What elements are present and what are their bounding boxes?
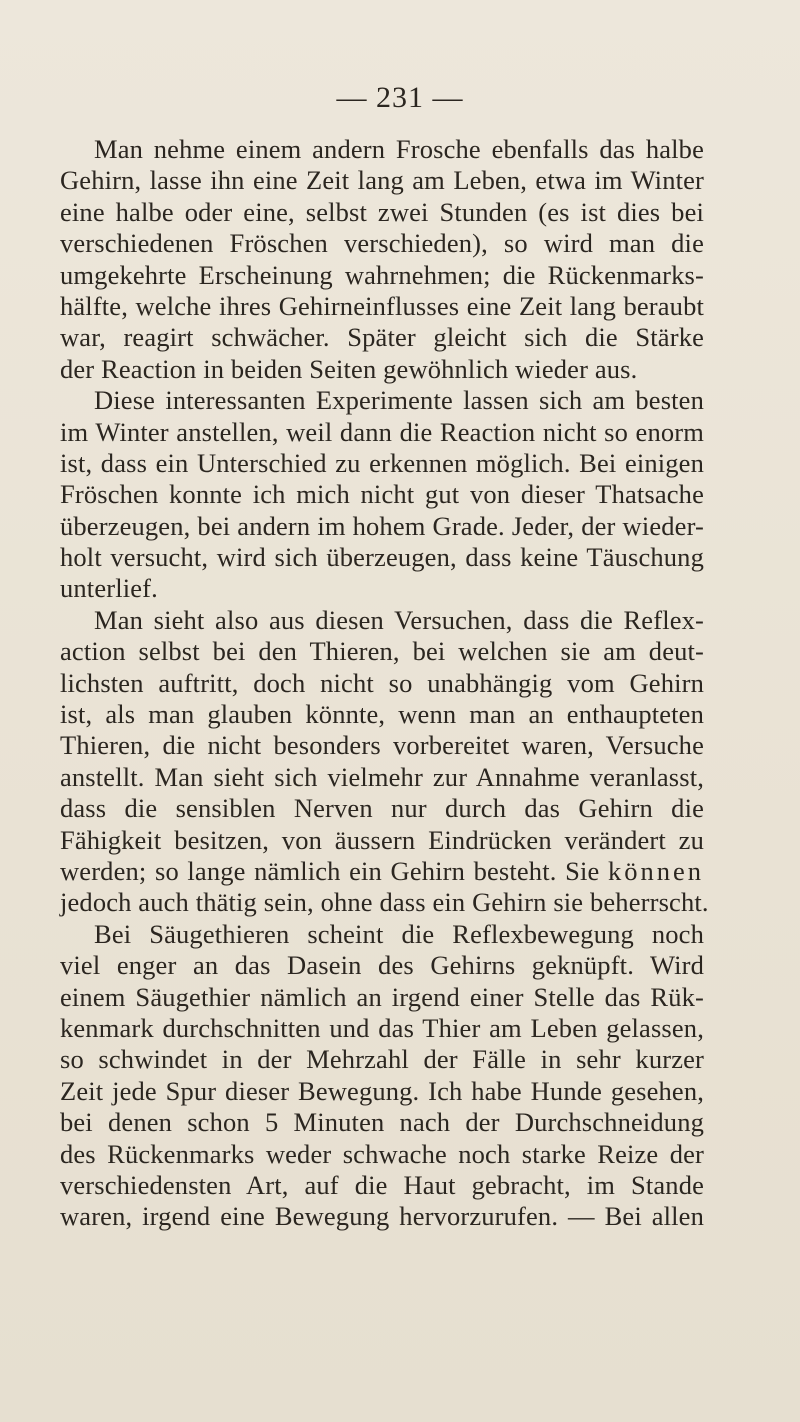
text-line: ist, als man glauben könnte, wenn man an enthaupteten	[60, 699, 704, 730]
text-line: verschiedenen Fröschen verschieden), so wird man die	[60, 228, 704, 259]
text-line: viel enger an das Dasein des Gehirns geknüpft. Wird	[60, 950, 704, 981]
text-line: Fröschen konnte ich mich nicht gut von dieser Thatsache	[60, 479, 704, 510]
page-number: — 231 —	[336, 81, 464, 114]
text-line: Bei Säugethieren scheint die Reflexbewegung noch	[94, 918, 704, 949]
text-line: lichsten auftritt, doch nicht so unabhängig vom Gehirn	[60, 667, 704, 698]
text-line: kenmark durchschnitten und das Thier am Leben gelassen,	[60, 1012, 704, 1043]
text-line: Man nehme einem andern Frosche ebenfalls das halbe	[94, 134, 704, 164]
text-line: Thieren, die nicht besonders vorbereitet waren, Versuche	[60, 730, 704, 761]
text-line: der Reaction in beiden Seiten gewöhnlich wieder aus.	[60, 353, 638, 384]
text-line: Diese interessanten Experimente lassen sich am besten	[94, 385, 704, 416]
text-line: verschiedensten Art, auf die Haut gebracht, im Stande	[60, 1169, 704, 1200]
text-line: action selbst bei den Thieren, bei welchen sie am deut-	[60, 636, 704, 667]
text-line: dass die sensiblen Nerven nur durch das Gehirn die	[60, 793, 704, 824]
text-line: waren, irgend eine Bewegung hervorzurufen. — Bei allen	[60, 1201, 704, 1232]
text-line: des Rückenmarks weder schwache noch starke Reize der	[60, 1138, 704, 1169]
text-line: anstellt. Man sieht sich vielmehr zur Annahme veranlasst,	[60, 761, 704, 792]
text-line: Zeit jede Spur dieser Bewegung. Ich habe Hunde gesehen,	[60, 1075, 704, 1106]
text-line: holt versucht, wird sich überzeugen, dass keine Täuschung	[60, 542, 704, 573]
text-line: bei denen schon 5 Minuten nach der Durchschneidung	[60, 1107, 704, 1138]
text-line: ist, dass ein Unterschied zu erkennen möglich. Bei einigen	[60, 447, 704, 478]
text-line: so schwindet in der Mehrzahl der Fälle in sehr kurzer	[60, 1044, 704, 1075]
text-line: Man sieht also aus diesen Versuchen, dass die Reflex-	[94, 604, 704, 635]
text-line: jedoch auch thätig sein, ohne dass ein Gehirn sie beherrscht.	[60, 887, 709, 918]
text-line: unterlief.	[60, 573, 158, 604]
text-line: umgekehrte Erscheinung wahrnehmen; die Rückenmarks-	[60, 259, 704, 290]
text-line: Gehirn, lasse ihn eine Zeit lang am Leben, etwa im Winter	[60, 165, 704, 196]
text-line: überzeugen, bei andern im hohem Grade. Jeder, der wieder-	[60, 510, 704, 541]
text-line: hälfte, welche ihres Gehirneinflusses eine Zeit lang beraubt	[60, 290, 704, 321]
text-line: im Winter anstellen, weil dann die Reaction nicht so enorm	[60, 416, 704, 447]
text-line: einem Säugethier nämlich an irgend einer Stelle das Rük-	[60, 981, 704, 1012]
emphasized-word: können	[607, 855, 704, 886]
body-text	[60, 134, 709, 1233]
text-line: werden; so lange nämlich ein Gehirn besteht. Sie können	[60, 855, 704, 886]
text-line: Fähigkeit besitzen, von äussern Eindrücken verändert zu	[60, 824, 704, 855]
text-line: eine halbe oder eine, selbst zwei Stunden (es ist dies bei	[60, 196, 704, 227]
text-line: war, reagirt schwächer. Später gleicht sich die Stärke	[60, 322, 704, 353]
